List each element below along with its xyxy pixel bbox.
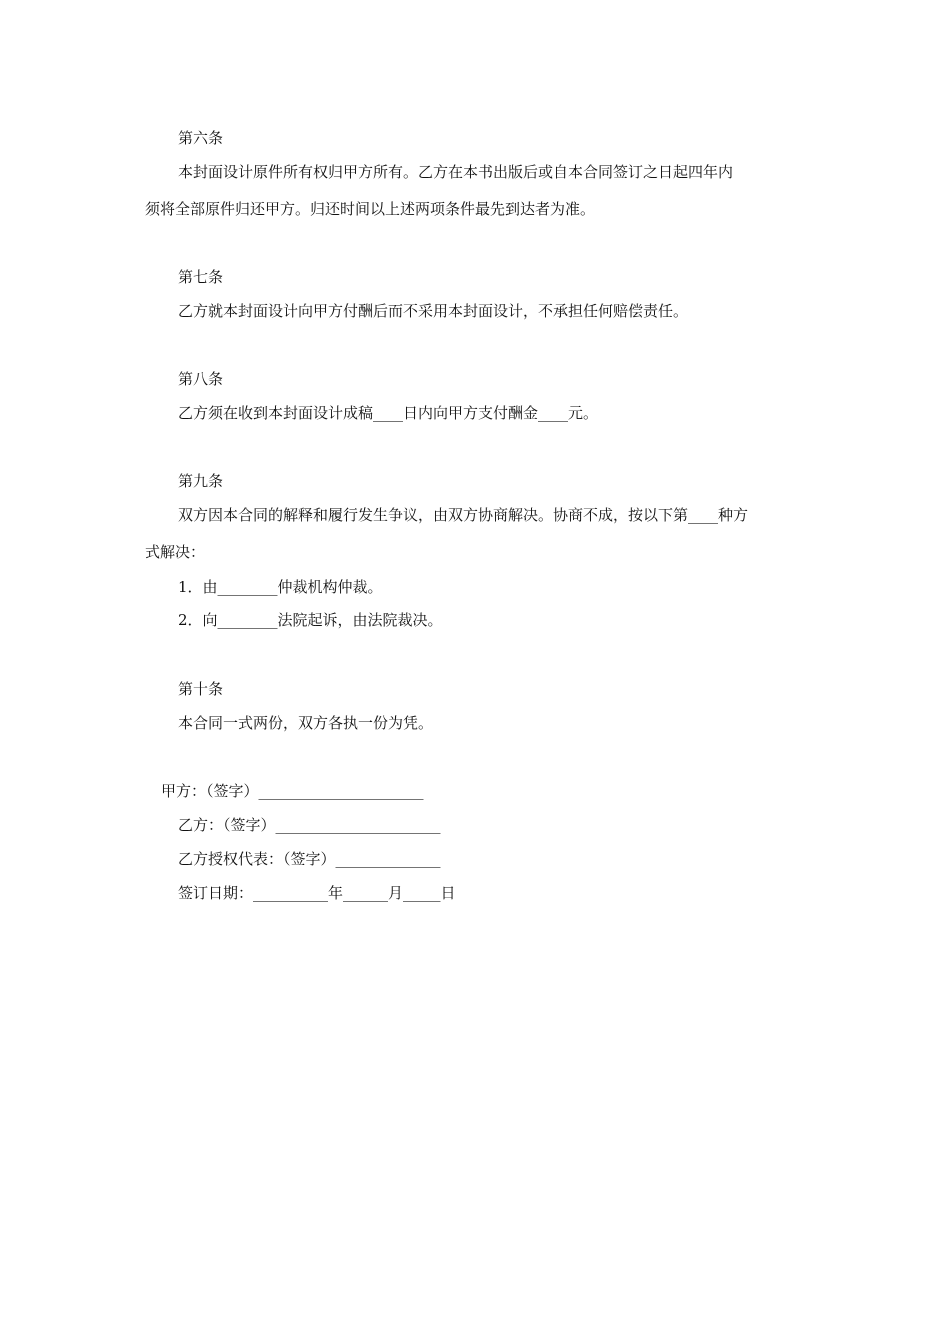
article-8-heading: 第八条 <box>178 370 224 388</box>
article-7-text-line-1: 乙方就本封面设计向甲方付酬后而不采用本封面设计，不承担任何赔偿责任。 <box>178 302 689 320</box>
article-8-text-line-1: 乙方须在收到本封面设计成稿____日内向甲方支付酬金____元。 <box>178 404 599 422</box>
article-9-option-2: 2．向________法院起诉，由法院裁决。 <box>178 611 443 629</box>
party-a-signature-line: 甲方：（签字）______________________ <box>161 782 424 800</box>
signing-date-line: 签订日期：__________年______月_____日 <box>178 884 456 902</box>
party-b-signature-line: 乙方：（签字）______________________ <box>178 816 441 834</box>
article-6-text-line-1: 本封面设计原件所有权归甲方所有。乙方在本书出版后或自本合同签订之日起四年内 <box>178 163 734 181</box>
article-6-text-line-2: 须将全部原件归还甲方。归还时间以上述两项条件最先到达者为准。 <box>145 200 596 218</box>
article-9-text-line-2: 式解决： <box>145 543 206 561</box>
article-10-text-line-1: 本合同一式两份，双方各执一份为凭。 <box>178 714 434 732</box>
article-6-heading: 第六条 <box>178 129 224 147</box>
article-9-option-1: 1．由________仲裁机构仲裁。 <box>178 578 383 596</box>
article-7-heading: 第七条 <box>178 268 224 286</box>
party-b-representative-signature-line: 乙方授权代表：（签字）______________ <box>178 850 441 868</box>
article-9-heading: 第九条 <box>178 472 224 490</box>
article-9-text-line-1: 双方因本合同的解释和履行发生争议，由双方协商解决。协商不成，按以下第____种方 <box>178 506 749 524</box>
article-10-heading: 第十条 <box>178 680 224 698</box>
